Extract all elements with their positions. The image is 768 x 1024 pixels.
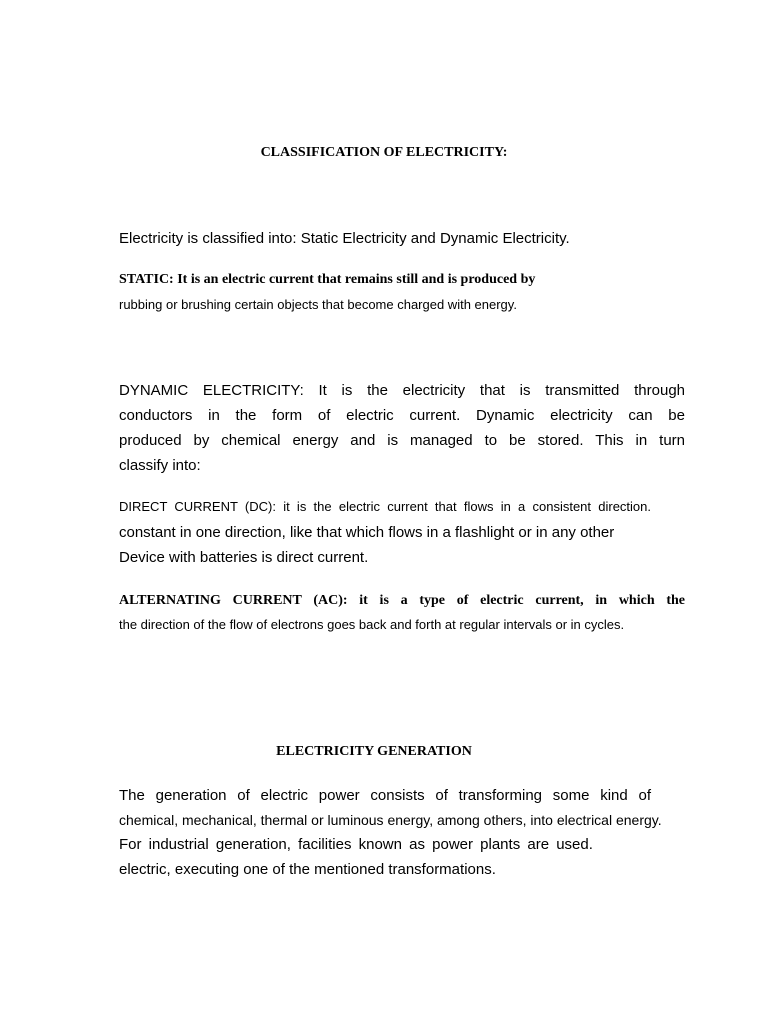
direct-current-line-1: DIRECT CURRENT (DC): it is the electric current that flows in a consistent direction. xyxy=(119,499,651,514)
alternating-current-line-1: ALTERNATING CURRENT (AC): it is a type of electric current, in which the xyxy=(119,593,685,608)
dynamic-paragraph-line-1: DYNAMIC ELECTRICITY: It is the electricity that is transmitted through xyxy=(119,382,685,399)
alternating-current-line-2: the direction of the flow of electrons goes back and forth at regular intervals or in cycles. xyxy=(119,617,625,632)
dynamic-paragraph-line-4: classify into: xyxy=(119,457,201,474)
dynamic-paragraph-line-3: produced by chemical energy and is managed to be stored. This in turn xyxy=(119,432,685,449)
intro-paragraph: Electricity is classified into: Static Electricity and Dynamic Electricity. xyxy=(119,230,570,247)
section-heading-generation: ELECTRICITY GENERATION xyxy=(276,744,472,759)
generation-paragraph-line-3: For industrial generation, facilities known as power plants are used. xyxy=(119,836,593,853)
dynamic-paragraph-line-2: conductors in the form of electric current. Dynamic electricity can be xyxy=(119,407,685,424)
static-definition-line-1: STATIC: It is an electric current that remains still and is produced by xyxy=(119,272,536,287)
direct-current-line-2: constant in one direction, like that which flows in a flashlight or in any other xyxy=(119,524,615,541)
generation-paragraph-line-4: electric, executing one of the mentioned transformations. xyxy=(119,861,496,878)
static-definition-line-2: rubbing or brushing certain objects that become charged with energy. xyxy=(119,297,517,312)
generation-paragraph-line-1: The generation of electric power consists of transforming some kind of xyxy=(119,787,651,804)
generation-paragraph-line-2: chemical, mechanical, thermal or luminous energy, among others, into electrical energy. xyxy=(119,812,662,828)
direct-current-line-3: Device with batteries is direct current. xyxy=(119,549,369,566)
page-title: CLASSIFICATION OF ELECTRICITY: xyxy=(260,145,508,160)
